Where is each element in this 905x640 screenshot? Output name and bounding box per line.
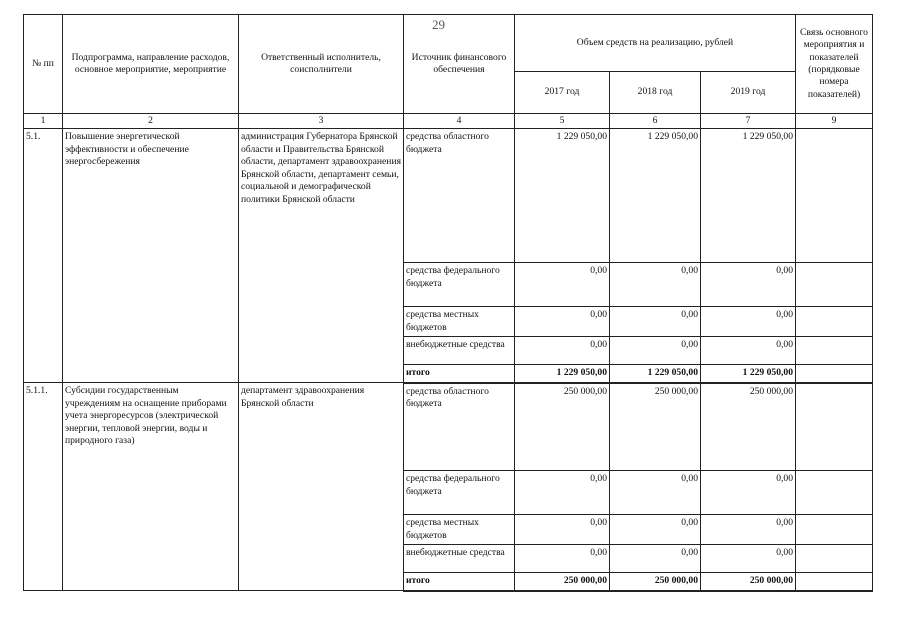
amount-2018: 0,00 <box>610 515 701 545</box>
amount-2019: 0,00 <box>701 515 796 545</box>
funding-source: средства областного бюджета <box>404 129 515 263</box>
header-year-2019: 2019 год <box>701 72 796 114</box>
funding-source: средства федерального бюджета <box>404 263 515 307</box>
amount-2019: 0,00 <box>701 263 796 307</box>
amount-2017: 0,00 <box>515 307 610 337</box>
funding-source-total: итого <box>404 573 515 591</box>
column-number: 6 <box>610 114 701 129</box>
indicator-link <box>796 307 873 337</box>
amount-2017-total: 250 000,00 <box>515 573 610 591</box>
column-number: 5 <box>515 114 610 129</box>
amount-2019: 0,00 <box>701 337 796 365</box>
funding-source: внебюджетные средства <box>404 545 515 573</box>
amount-2018: 0,00 <box>610 263 701 307</box>
indicator-link <box>796 129 873 263</box>
indicator-link <box>796 471 873 515</box>
amount-2019-total: 1 229 050,00 <box>701 365 796 383</box>
amount-2019: 0,00 <box>701 471 796 515</box>
page-number: 29 <box>432 17 445 32</box>
amount-2017-total: 1 229 050,00 <box>515 365 610 383</box>
column-number: 4 <box>404 114 515 129</box>
amount-2018: 1 229 050,00 <box>610 129 701 263</box>
header-executor: Ответственный исполнитель, соисполнители <box>239 15 404 114</box>
column-number: 9 <box>796 114 873 129</box>
amount-2017: 0,00 <box>515 515 610 545</box>
header-funding-group: Объем средств на реализацию, рублей <box>515 15 796 72</box>
indicator-link <box>796 263 873 307</box>
header-source: Источник финансового обеспечения <box>404 15 515 114</box>
header-year-2018: 2018 год <box>610 72 701 114</box>
amount-2019: 0,00 <box>701 307 796 337</box>
funding-table <box>23 14 873 592</box>
column-number: 1 <box>24 114 63 129</box>
indicator-link <box>796 337 873 365</box>
header-year-2017: 2017 год <box>515 72 610 114</box>
amount-2019-total: 250 000,00 <box>701 573 796 591</box>
header-number: № пп <box>24 15 63 114</box>
header-program: Подпрограмма, направление расходов, основное мероприятие, мероприятие <box>63 15 239 114</box>
funding-source: средства федерального бюджета <box>404 471 515 515</box>
amount-2019: 250 000,00 <box>701 383 796 471</box>
funding-source-total: итого <box>404 365 515 383</box>
funding-source: средства областного бюджета <box>404 383 515 471</box>
amount-2018: 0,00 <box>610 471 701 515</box>
row-number: 5.1. <box>24 129 63 383</box>
amount-2019: 1 229 050,00 <box>701 129 796 263</box>
program-name: Повышение энергетической эффективности и обеспечение энергосбережения <box>63 129 239 383</box>
header-indicators: Связь основного мероприятия и показателей (порядковые номера показателей) <box>796 15 873 114</box>
program-name: Субсидии государственным учреждениям на оснащение приборами учета энергоресурсов (электрической энергии, тепловой энергии, воды и природного газа) <box>63 383 239 591</box>
executor: администрация Губернатора Брянской области и Правительства Брянской области, департамент здравоохранения Брянской области, департамент семьи, социальной и демографической политики Брянской области <box>239 129 404 383</box>
amount-2018: 0,00 <box>610 545 701 573</box>
indicator-link <box>796 573 873 591</box>
amount-2018: 0,00 <box>610 337 701 365</box>
amount-2018: 0,00 <box>610 307 701 337</box>
amount-2018-total: 1 229 050,00 <box>610 365 701 383</box>
amount-2019: 0,00 <box>701 545 796 573</box>
indicator-link <box>796 515 873 545</box>
row-number: 5.1.1. <box>24 383 63 591</box>
indicator-link <box>796 365 873 383</box>
indicator-link <box>796 383 873 471</box>
table-row <box>24 129 873 263</box>
table-row <box>24 383 873 471</box>
amount-2017: 0,00 <box>515 471 610 515</box>
funding-source: средства местных бюджетов <box>404 515 515 545</box>
column-number-row <box>24 114 873 129</box>
amount-2018: 250 000,00 <box>610 383 701 471</box>
amount-2017: 0,00 <box>515 545 610 573</box>
funding-source: внебюджетные средства <box>404 337 515 365</box>
indicator-link <box>796 545 873 573</box>
executor: департамент здравоохранения Брянской области <box>239 383 404 591</box>
amount-2017: 1 229 050,00 <box>515 129 610 263</box>
amount-2017: 0,00 <box>515 337 610 365</box>
amount-2017: 250 000,00 <box>515 383 610 471</box>
column-number: 2 <box>63 114 239 129</box>
funding-source: средства местных бюджетов <box>404 307 515 337</box>
amount-2018-total: 250 000,00 <box>610 573 701 591</box>
amount-2017: 0,00 <box>515 263 610 307</box>
column-number: 3 <box>239 114 404 129</box>
column-number: 7 <box>701 114 796 129</box>
